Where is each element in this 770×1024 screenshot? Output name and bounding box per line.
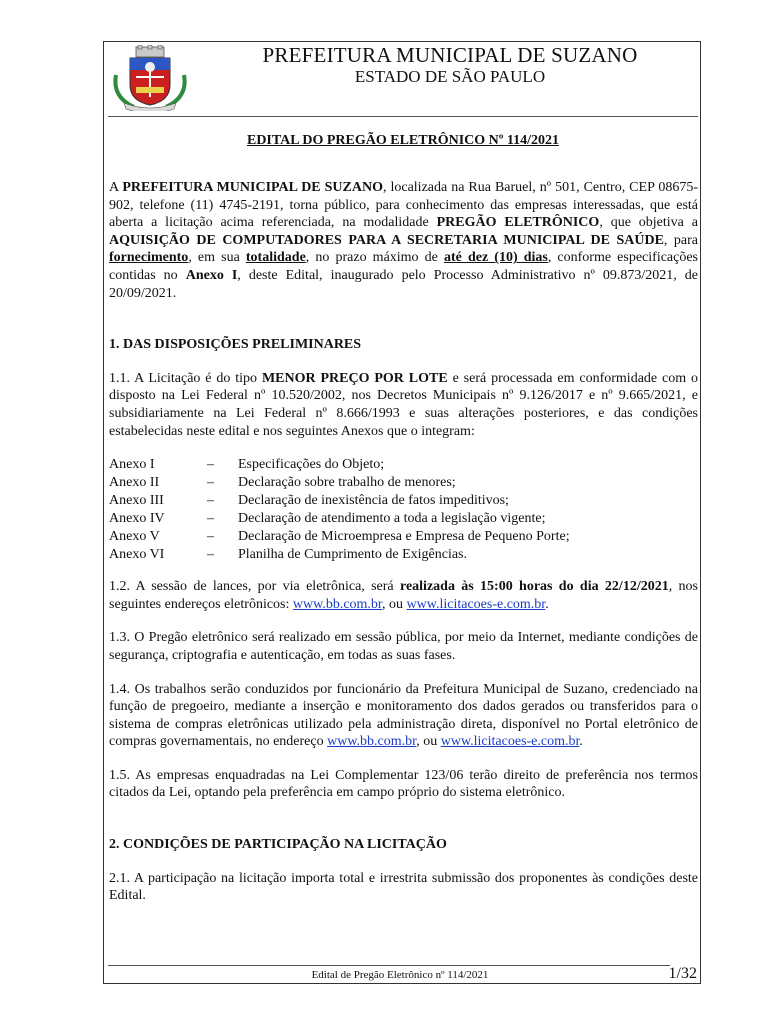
- link-bb[interactable]: www.bb.com.br: [327, 734, 417, 750]
- section-2-heading: 2. CONDIÇÕES DE PARTICIPAÇÃO NA LICITAÇÃO: [109, 837, 447, 853]
- paragraph-1-5: 1.5. As empresas enquadradas na Lei Complementar 123/06 terão direito de preferência nos termos citados da Lei, optando pela preferência em campo próprio do sistema eletrônico.: [109, 767, 698, 801]
- link-licitacoes[interactable]: www.licitacoes-e.com.br: [406, 596, 546, 612]
- municipality-title: PREFEITURA MUNICIPAL DE SUZANO: [262, 43, 638, 67]
- annex-row: Anexo II – Declaração sobre trabalho de menores;: [109, 475, 456, 491]
- annex-row: Anexo III – Declaração de inexistência de fatos impeditivos;: [109, 493, 509, 509]
- link-bb[interactable]: www.bb.com.br: [292, 596, 383, 612]
- page-number: 1/32: [668, 965, 697, 982]
- paragraph-2-1: 2.1. A participação na licitação importa total e irrestrita submissão dos proponentes às condições deste Edital.: [109, 870, 698, 904]
- document-body: [109, 179, 698, 921]
- footer-divider: [108, 965, 670, 966]
- annex-row: Anexo V – Declaração de Microempresa e Empresa de Pequeno Porte;: [109, 529, 570, 545]
- annex-row: Anexo VI – Planilha de Cumprimento de Exigências.: [109, 547, 468, 563]
- footer-text: Edital de Pregão Eletrônico nº 114/2021: [311, 969, 489, 981]
- annex-list: [109, 456, 570, 564]
- paragraph-1-4: 1.4. Os trabalhos serão conduzidos por funcionário da Prefeitura Municipal de Suzano, credenciado na função de pregoeiro, mediante a inserção e monitoramento dos dados gerados ou transferidos para o sistema de compras eletrônicas utilizado pela administração direta, disponível no Portal eletrônico de compras governamentais, no endereço www.bb.com.br, ou www.licitacoes-e.com.br.: [109, 681, 698, 750]
- header-divider: [108, 116, 698, 117]
- section-1-heading: 1. DAS DISPOSIÇÕES PRELIMINARES: [109, 337, 362, 353]
- document-title: EDITAL DO PREGÃO ELETRÔNICO Nº 114/2021: [246, 133, 560, 148]
- paragraph-1-1: 1.1. A Licitação é do tipo MENOR PREÇO POR LOTE e será processada em conformidade com o disposto na Lei Federal nº 10.520/2002, nos Decretos Municipais nº 9.126/2017 e nº 9.665/2021, e subsidiariamente na Lei Federal nº 8.666/1993 e suas alterações posteriores, e das condições estabelecidas neste edital e nos seguintes Anexos que o integram:: [109, 370, 698, 439]
- annex-row: Anexo I – Especificações do Objeto;: [109, 457, 385, 473]
- paragraph-1-3: 1.3. O Pregão eletrônico será realizado em sessão pública, por meio da Internet, mediante condições de segurança, criptografia e autenticação, em todas as suas fases.: [109, 630, 698, 663]
- paragraph-1-2: 1.2. A sessão de lances, por via eletrônica, será realizada às 15:00 horas do dia 22/12/2021, nos seguintes endereços eletrônicos: www.bb.com.br, ou www.licitacoes-e.com.br.: [109, 579, 698, 612]
- municipal-coat-of-arms: [106, 45, 194, 111]
- intro-paragraph: A PREFEITURA MUNICIPAL DE SUZANO, localizada na Rua Baruel, nº 501, Centro, CEP 08675-902, telefone (11) 4745-2191, torna público, para conhecimento das empresas interessadas, que está aberta a licitação acima referenciada, na modalidade PREGÃO ELETRÔNICO, que objetiva a AQUISIÇÃO DE COMPUTADORES PARA A SECRETARIA MUNICIPAL DE SAÚDE, para fornecimento, em sua totalidade, no prazo máximo de até dez (10) dias, conforme especificações contidas no Anexo I, deste Edital, inaugurado pelo Processo Administrativo nº 09.873/2021, de 20/09/2021.: [109, 180, 699, 301]
- link-licitacoes[interactable]: www.licitacoes-e.com.br: [440, 734, 580, 750]
- state-subtitle: ESTADO DE SÃO PAULO: [354, 67, 546, 86]
- annex-row: Anexo IV – Declaração de atendimento a toda a legislação vigente;: [109, 511, 546, 527]
